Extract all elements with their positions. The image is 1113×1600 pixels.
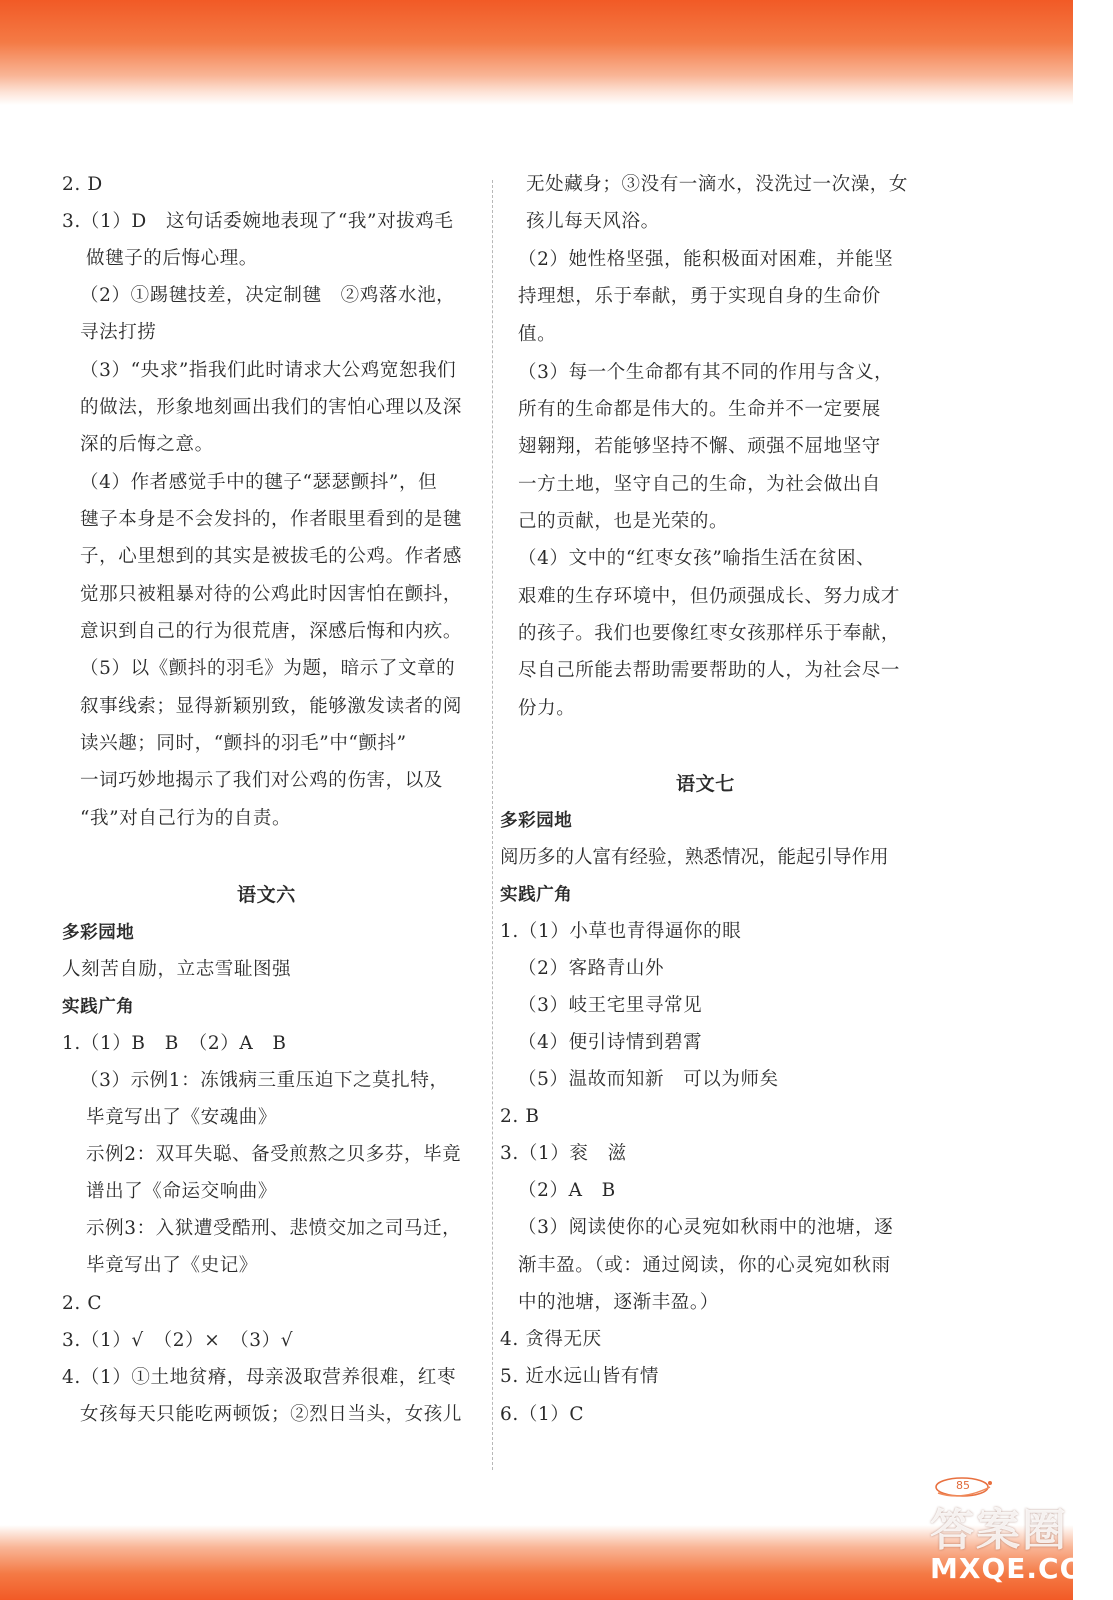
answer-line: 艰难的生存环境中，但仍顽强成长、努力成才 [518,586,901,607]
answer-line: 做毽子的后悔心理。 [86,248,258,269]
answer-line: （4）作者感觉手中的毽子“瑟瑟颤抖”，但 [80,472,438,493]
answer-line: 渐丰盈。（或：通过阅读，你的心灵宛如秋雨 [518,1255,891,1276]
answer-line: （4）文中的“红枣女孩”喻指生活在贫困、 [518,548,876,569]
answer-line: 尽自己所能去帮助需要帮助的人，为社会尽一 [518,660,901,681]
answer-line: 意识到自己的行为很荒唐，深感后悔和内疚。 [80,621,463,642]
answer-line: 无处藏身；③没有一滴水，没洗过一次澡，女 [526,174,909,195]
answer-line: 孩儿每天风浴。 [526,211,660,232]
answer-line: （2）①踢毽技差，决定制毽 ②鸡落水池， [80,285,456,306]
section-title: 语文六 [237,884,296,906]
answer-line: 2. C [62,1293,103,1314]
subsection-heading: 实践广角 [62,997,135,1017]
answer-line: 毽子本身是不会发抖的，作者眼里看到的是毽 [80,509,463,530]
answer-line: 一方土地，坚守自己的生命，为社会做出自 [518,474,881,495]
watermark-url: MXQE.COM [930,1552,1113,1585]
answer-line: 6.（1）C [500,1404,585,1425]
answer-line: 己的贡献，也是光荣的。 [518,511,729,532]
answer-line: （3）每一个生命都有其不同的作用与含义， [518,362,894,383]
answer-line: 5. 近水远山皆有情 [500,1366,660,1387]
subsection-heading: 多彩园地 [500,811,573,831]
answer-line: （2）她性格坚强，能积极面对困难，并能坚 [518,249,894,270]
answer-line: 谱出了《命运交响曲》 [86,1181,278,1202]
answer-line: 中的池塘，逐渐丰盈。） [518,1292,719,1313]
answer-line: 深的后悔之意。 [80,434,214,455]
answer-line: 3.（1）衮 滋 [500,1143,627,1164]
answer-line: 人刻苦自励，立志雪耻图强 [62,959,292,980]
column-divider [492,180,493,1470]
answer-line: 持理想，乐于奉献，勇于实现自身的生命价 [518,286,881,307]
answer-line: 子，心里想到的其实是被拔毛的公鸡。作者感 [80,546,463,567]
answer-line: 4. 贪得无厌 [500,1329,602,1350]
answer-line: 1.（1）B B （2）A B [62,1033,287,1054]
answer-line: （5）以《颤抖的羽毛》为题，暗示了文章的 [80,658,456,679]
answer-line: 所有的生命都是伟大的。生命并不一定要展 [518,399,881,420]
subsection-heading: 多彩园地 [62,923,135,943]
answer-line: “我”对自己行为的自责。 [80,808,292,829]
answer-line: 示例3：入狱遭受酷刑、悲愤交加之司马迁， [86,1218,462,1239]
answer-line: 寻法打捞 [80,322,157,343]
answer-line: 毕竟写出了《安魂曲》 [86,1107,278,1128]
answer-line: （5）温故而知新 可以为师矣 [518,1069,779,1090]
answer-line: 2. D [62,174,103,195]
answer-line: 3.（1）√ （2）× （3）√ [62,1330,294,1351]
answer-line: 示例2：双耳失聪、备受煎熬之贝多芬，毕竟 [86,1144,462,1165]
answer-line: 4.（1）①土地贫瘠，母亲汲取营养很难，红枣 [62,1367,457,1388]
watermark-title: 答案圈 [930,1505,1068,1556]
answer-line: （3）阅读使你的心灵宛如秋雨中的池塘，逐 [518,1217,894,1238]
answer-line: 的做法，形象地刻画出我们的害怕心理以及深 [80,397,463,418]
answer-line: 1.（1）小草也青得逼你的眼 [500,921,742,942]
answer-line: （3）岐王宅里寻常见 [518,995,703,1016]
site-watermark [880,1490,1113,1595]
answer-line: 叙事线索；显得新颖别致，能够激发读者的阅 [80,696,463,717]
answer-line: （3）“央求”指我们此时请求大公鸡宽恕我们 [80,360,457,381]
answer-line: 的孩子。我们也要像红枣女孩那样乐于奉献， [518,623,901,644]
answer-line: （2）A B [518,1180,616,1201]
answer-line: （4）便引诗情到碧霄 [518,1032,703,1053]
answer-line: 份力。 [518,698,576,719]
answer-line: 3.（1）D 这句话委婉地表现了“我”对拔鸡毛 [62,211,454,232]
answer-line: 2. B [500,1106,540,1127]
answer-line: 翅翱翔，若能够坚持不懈、顽强不屈地坚守 [518,436,881,457]
top-decorative-band [0,0,1073,105]
answer-line: 读兴趣；同时，“颤抖的羽毛”中“颤抖” [80,733,407,754]
section-title: 语文七 [676,773,735,795]
answer-line: 觉那只被粗暴对待的公鸡此时因害怕在颤抖， [80,584,463,605]
answer-line: 毕竟写出了《史记》 [86,1255,258,1276]
answer-line: 女孩每天只能吃两顿饭；②烈日当头，女孩儿 [80,1404,463,1425]
answer-line: （3）示例1：冻饿病三重压迫下之莫扎特， [80,1070,449,1091]
answer-line: （2）客路青山外 [518,958,665,979]
subsection-heading: 实践广角 [500,885,573,905]
answer-line: 值。 [518,324,557,345]
answer-line: 阅历多的人富有经验，熟悉情况，能起引导作用 [500,847,889,868]
answer-line: 一词巧妙地揭示了我们对公鸡的伤害，以及 [80,770,443,791]
page-number: 85 [956,1479,970,1492]
